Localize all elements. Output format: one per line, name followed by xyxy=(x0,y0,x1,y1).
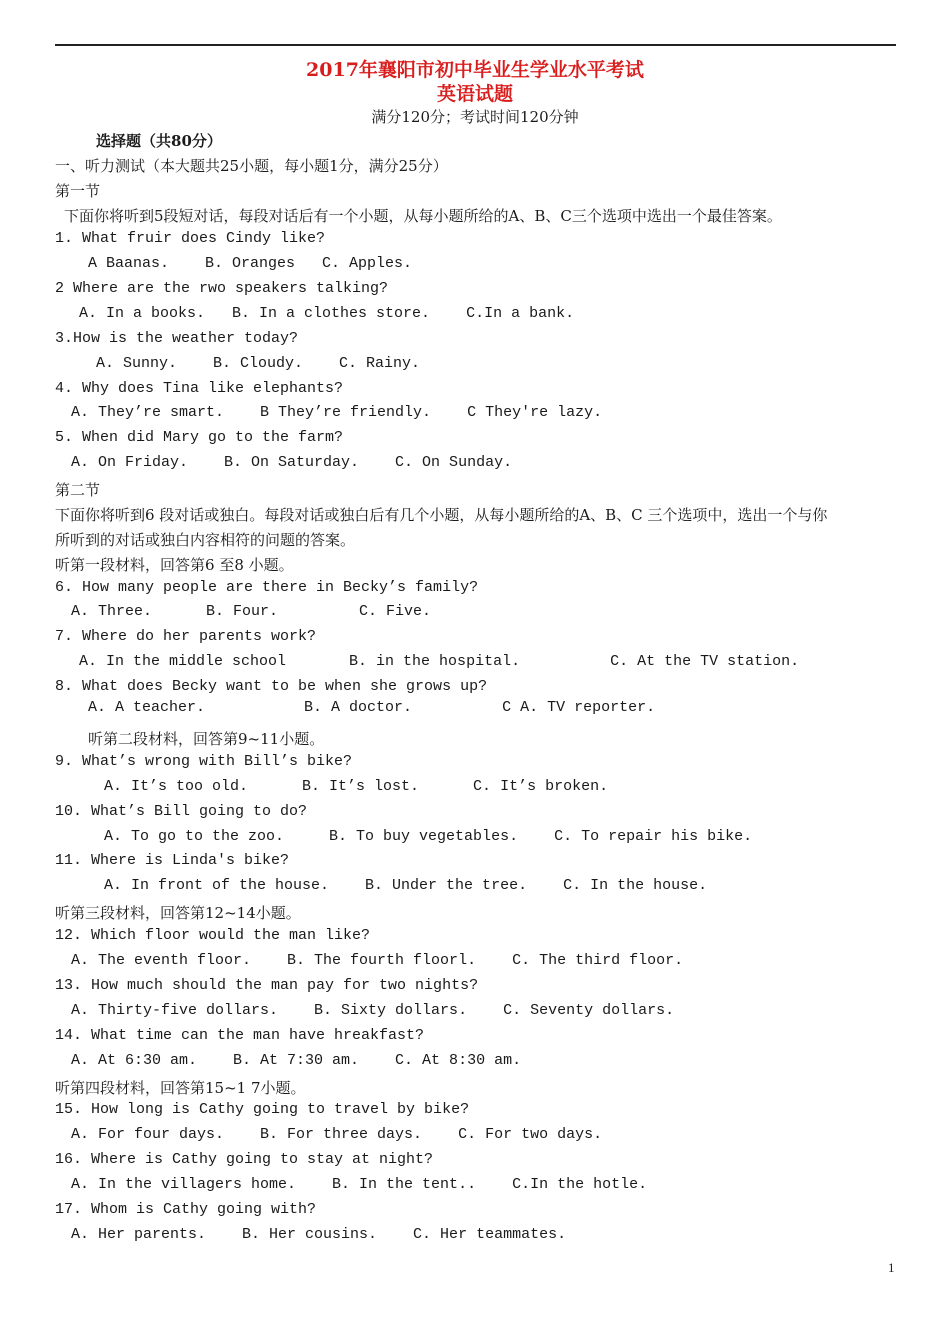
text-line: A. In the middle school B. in the hospital. C. At the TV station. xyxy=(79,653,800,670)
text-line: 下面你将听到5段短对话，每段对话后有一个小题，从每小题所给的A、B、C三个选项中选出一个最佳答案。 xyxy=(64,207,782,225)
text-line: A. Three. B. Four. C. Five. xyxy=(71,603,432,620)
text-line: A. It’s too old. B. It’s lost. C. It’s broken. xyxy=(104,778,609,795)
text-line: A. Thirty-five dollars. B. Sixty dollars. C. Seventy dollars. xyxy=(71,1002,675,1019)
text-line: 10. What’s Bill going to do? xyxy=(55,803,308,820)
text-line: 听第一段材料，回答第6 至8 小题。 xyxy=(55,556,294,574)
text-line: 7. Where do her parents work? xyxy=(55,628,317,645)
text-line: 17. Whom is Cathy going with? xyxy=(55,1201,317,1218)
text-line: A. In front of the house. B. Under the tree. C. In the house. xyxy=(104,877,708,894)
text-line: A. They’re smart. B They’re friendly. C They're lazy. xyxy=(71,404,603,421)
text-line: 第二节 xyxy=(55,481,101,499)
text-line: 11. Where is Linda's bike? xyxy=(55,852,290,869)
exam-subtitle: 满分120分；考试时间120分钟 xyxy=(371,108,579,126)
text-line: A. The eventh floor. B. The fourth floorl. C. The third floor. xyxy=(71,952,684,969)
text-line: A. Her parents. B. Her cousins. C. Her teammates. xyxy=(71,1226,567,1243)
exam-subject: 英语试题 xyxy=(436,83,513,105)
text-line: 6. How many people are there in Becky’s family? xyxy=(55,579,479,596)
text-line: 2 Where are the rwo speakers talking? xyxy=(55,280,389,297)
text-line: A. Sunny. B. Cloudy. C. Rainy. xyxy=(96,355,421,372)
text-line: A Baanas. B. Oranges C. Apples. xyxy=(88,255,413,272)
text-line: 14. What time can the man have hreakfast? xyxy=(55,1027,425,1044)
text-line: 3.How is the weather today? xyxy=(55,330,299,347)
text-line: 5. When did Mary go to the farm? xyxy=(55,429,344,446)
text-line: A. A teacher. B. A doctor. C A. TV reporter. xyxy=(88,699,656,716)
text-line: A. For four days. B. For three days. C. For two days. xyxy=(71,1126,603,1143)
text-line: 选择题（共80分） xyxy=(96,132,222,150)
text-line: A. On Friday. B. On Saturday. C. On Sunday. xyxy=(71,454,513,471)
text-line: 听第三段材料，回答第12~14小题。 xyxy=(55,904,301,922)
exam-title: 2017年襄阳市初中毕业生学业水平考试 xyxy=(306,59,644,81)
text-line: 16. Where is Cathy going to stay at night? xyxy=(55,1151,434,1168)
text-line: A. In a books. B. In a clothes store. C.In a bank. xyxy=(79,305,575,322)
text-line: 9. What’s wrong with Bill’s bike? xyxy=(55,753,353,770)
text-line: 下面你将听到6 段对话或独白。每段对话或独白后有几个小题，从每小题所给的A、B、C 三个选项中，选出一个与你 xyxy=(55,506,828,524)
text-line: A. At 6:30 am. B. At 7:30 am. C. At 8:30 am. xyxy=(71,1052,522,1069)
text-line: 13. How much should the man pay for two nights? xyxy=(55,977,479,994)
text-line: 听第二段材料，回答第9~11小题。 xyxy=(88,730,325,748)
text-line: 第一节 xyxy=(55,182,101,200)
header-rule xyxy=(55,44,896,46)
text-line: 所听到的对话或独白内容相符的问题的答案。 xyxy=(55,531,356,549)
page-number: 1 xyxy=(888,1260,895,1275)
text-line: 12. Which floor would the man like? xyxy=(55,927,371,944)
text-line: 4. Why does Tina like elephants? xyxy=(55,380,344,397)
text-line: A. To go to the zoo. B. To buy vegetables. C. To repair his bike. xyxy=(104,828,753,845)
text-line: 8. What does Becky want to be when she grows up? xyxy=(55,678,488,695)
text-line: A. In the villagers home. B. In the tent.. C.In the hotle. xyxy=(71,1176,648,1193)
text-line: 1. What fruir does Cindy like? xyxy=(55,230,326,247)
text-line: 听第四段材料，回答第15~1 7小题。 xyxy=(55,1079,306,1097)
text-line: 15. How long is Cathy going to travel by bike? xyxy=(55,1101,470,1118)
text-line: 一、听力测试（本大题共25小题，每小题1分，满分25分） xyxy=(55,157,448,175)
